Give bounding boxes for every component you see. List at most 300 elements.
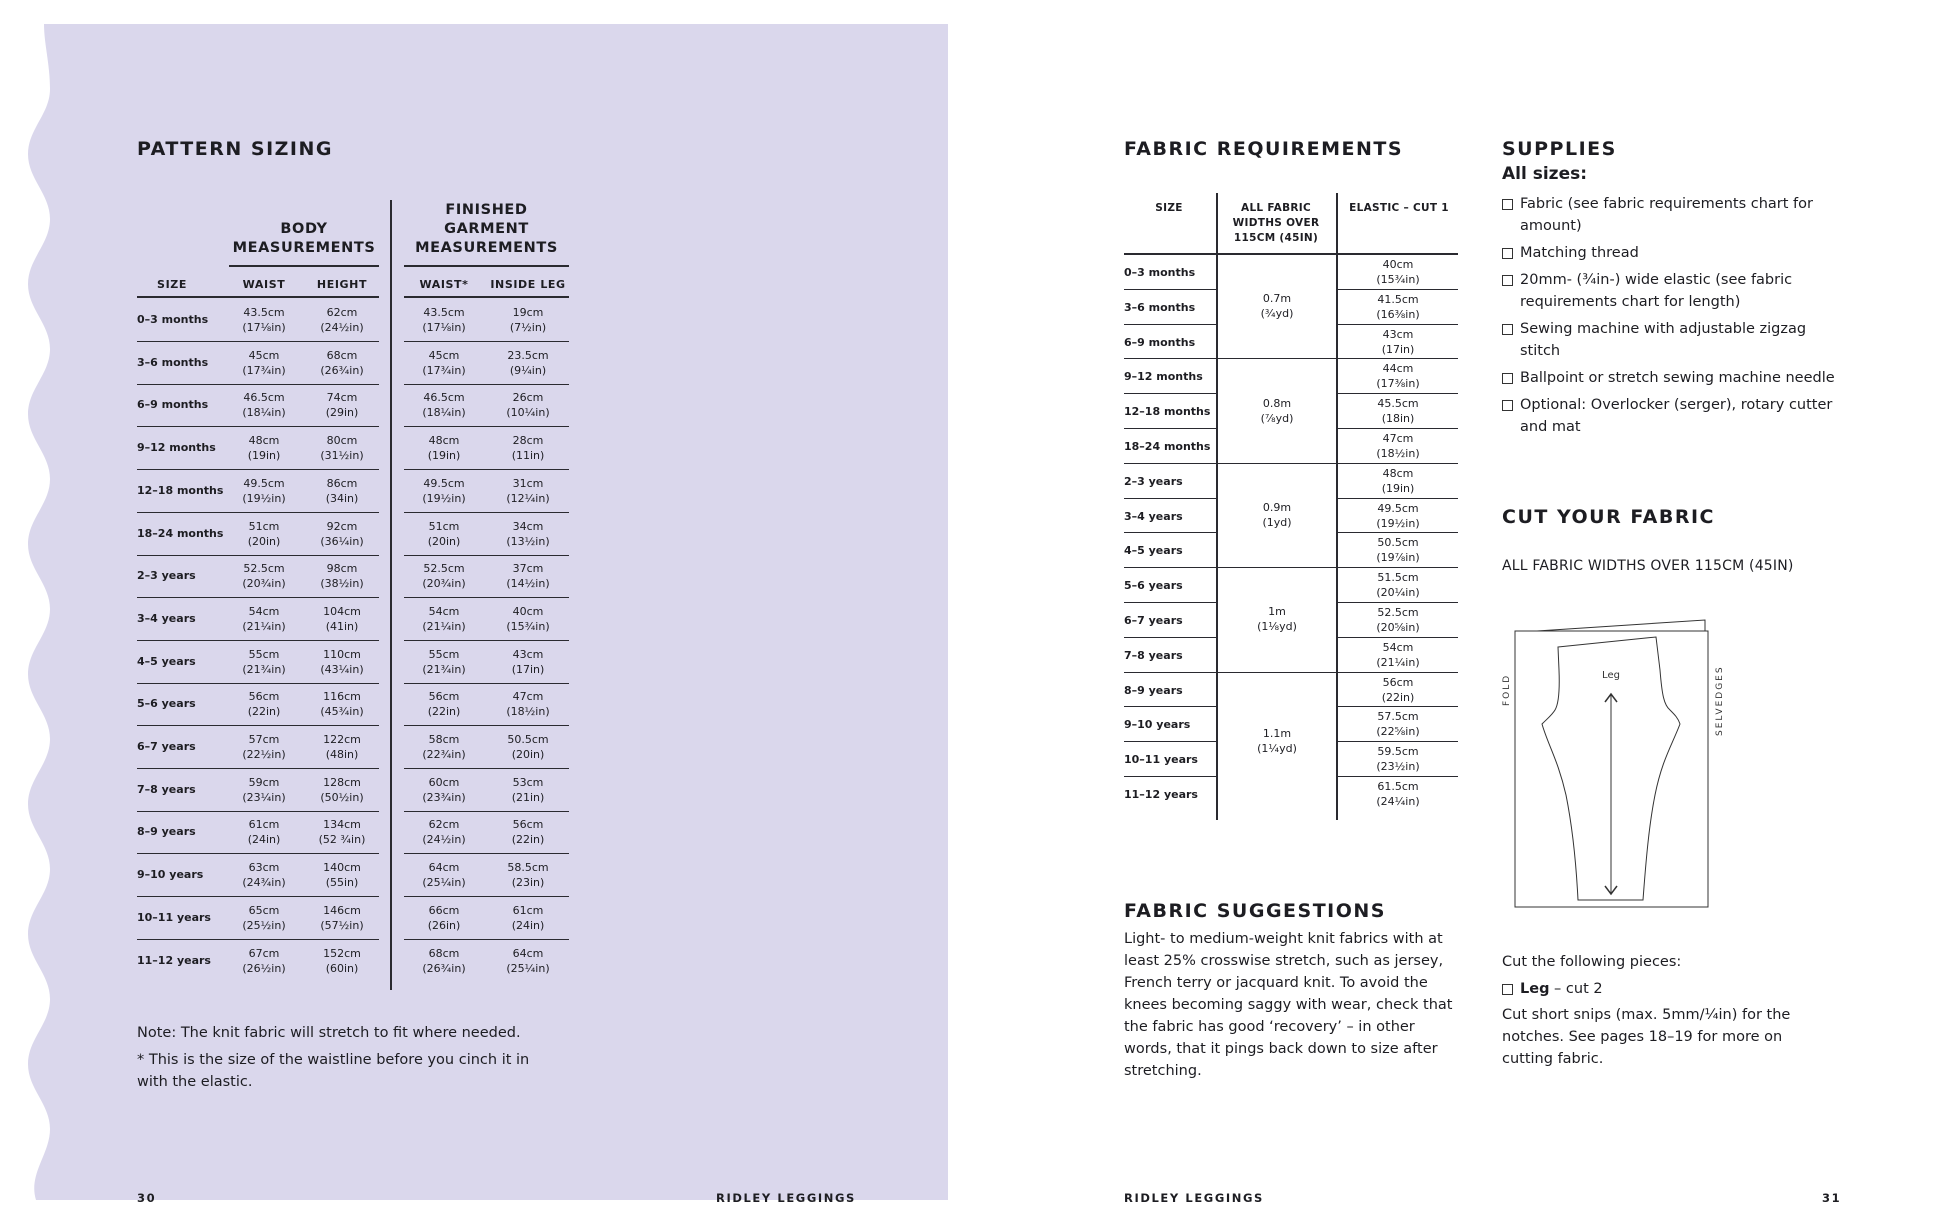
leg-in: (11in) (511, 449, 545, 463)
height-in: (55in) (325, 876, 359, 890)
elastic-cm: 45.5cm (1377, 397, 1419, 411)
fwaist-cm: 64cm (428, 861, 460, 875)
waist-in: (20in) (247, 534, 281, 548)
fr-elastic-cell (1338, 327, 1458, 357)
fwaist-cm: 60cm (428, 775, 460, 789)
leg-cm: 50.5cm (507, 733, 549, 746)
footnote-text: * This is the size of the waistline before you cinch it in with the elastic. (137, 1052, 530, 1090)
supply-item-label: Fabric (see fabric requirements chart for amount) (1520, 196, 1813, 234)
elastic-in: (17⅜in) (1376, 377, 1420, 391)
elastic-in: (17in) (1381, 342, 1415, 356)
leg-cm: 53cm (512, 775, 544, 789)
fr-table-row (1124, 464, 1458, 499)
height-in: (52 ¾in) (318, 833, 366, 847)
fr-table-row (1124, 673, 1458, 708)
leg-in: (20in) (511, 748, 545, 761)
height-cell (307, 732, 377, 762)
height-cm: 92cm (326, 519, 358, 533)
elastic-cm: 44cm (1382, 362, 1414, 376)
height-in: (29in) (325, 406, 359, 420)
height-cm: 98cm (326, 562, 358, 576)
piece-qty: – cut 2 (1549, 981, 1603, 997)
fwaist-cm: 66cm (428, 903, 460, 917)
height-cm: 116cm (323, 690, 361, 704)
elastic-in: (20⅝in) (1376, 621, 1420, 634)
table-row (137, 471, 577, 514)
supplies-list (1502, 193, 1842, 443)
fwaist-cm: 46.5cm (423, 391, 465, 405)
fr-table-row (1124, 359, 1458, 394)
fwaist-cm: 68cm (428, 946, 460, 960)
fwaist-cm: 48cm (428, 434, 460, 448)
fr-elastic-cell (1338, 431, 1458, 461)
fr-elastic-cell (1338, 396, 1458, 426)
table-row (137, 855, 577, 898)
height-cm: 122cm (323, 733, 361, 746)
leg-cell (487, 348, 569, 378)
waist-in: (21¼in) (242, 619, 286, 633)
height-cm: 80cm (326, 434, 358, 448)
leg-cell (487, 647, 569, 677)
height-in: (41in) (325, 619, 359, 633)
cut-intro: Cut the following pieces: (1502, 954, 1682, 970)
size-cell: 2–3 years (137, 569, 196, 583)
fr-size-cell: 18–24 months (1124, 440, 1211, 453)
page-number-right: 31 (1822, 1191, 1842, 1205)
size-cell: 0–3 months (137, 313, 209, 326)
fwaist-cell (404, 775, 484, 805)
fwaist-in: (22¾in) (422, 748, 466, 761)
supply-item (1502, 193, 1842, 237)
supply-item-label: Optional: Overlocker (serger), rotary cutter and mat (1520, 397, 1833, 435)
header-rule-right (404, 296, 569, 298)
waist-cm: 65cm (248, 903, 280, 917)
cutting-layout-diagram (1500, 610, 1760, 920)
fabric-m: 1.1m (1262, 727, 1292, 741)
height-in: (60in) (325, 961, 359, 975)
size-cell: 8–9 years (137, 825, 196, 839)
fr-table-row (1124, 533, 1458, 568)
table-row (137, 684, 577, 727)
height-in: (45¾in) (320, 705, 364, 719)
running-title-left: RIDLEY LEGGINGS (716, 1191, 856, 1205)
waist-in: (25½in) (242, 918, 286, 932)
fr-table-row (1124, 777, 1458, 812)
fwaist-cm: 55cm (428, 647, 460, 661)
leg-cm: 19cm (512, 306, 544, 319)
supply-item-label: Sewing machine with adjustable zigzag stitch (1520, 321, 1807, 359)
waist-in: (26½in) (242, 961, 286, 975)
fwaist-in: (26¾in) (422, 961, 466, 975)
fr-elastic-cell (1338, 292, 1458, 322)
fwaist-in: (18¼in) (422, 406, 466, 420)
waist-cm: 54cm (248, 604, 280, 618)
supplies-title: SUPPLIES (1502, 138, 1617, 160)
waist-cell (229, 732, 299, 762)
fwaist-in: (21¾in) (422, 662, 466, 676)
body-group-rule (229, 265, 379, 267)
fr-elastic-cell (1338, 744, 1458, 774)
diagram-fold-label: FOLD (1502, 673, 1512, 706)
fwaist-cm: 58cm (428, 733, 460, 746)
fwaist-in: (26in) (427, 918, 461, 932)
height-cell (307, 946, 377, 976)
fwaist-cell (404, 817, 484, 847)
leg-cell (487, 433, 569, 463)
waist-cm: 67cm (248, 946, 280, 960)
height-in: (34in) (325, 491, 359, 505)
fabric-m: 0.7m (1262, 292, 1292, 306)
fr-table-row (1124, 429, 1458, 464)
waist-in: (20¾in) (242, 577, 286, 591)
leg-cm: 58.5cm (507, 861, 549, 875)
fwaist-cm: 54cm (428, 604, 460, 618)
fabric-yd: (1yd) (1262, 516, 1292, 529)
fwaist-cell (404, 305, 484, 335)
page-number-left: 30 (137, 1191, 157, 1205)
size-cell: 6–9 months (137, 398, 209, 412)
waist-cell (229, 903, 299, 933)
fabric-amount-cell (1217, 726, 1337, 756)
col-waist: WAIST (242, 278, 286, 291)
elastic-in: (24¼in) (1376, 795, 1420, 808)
fabric-amount-cell (1217, 291, 1337, 321)
elastic-cm: 43cm (1382, 327, 1414, 341)
note-text: Note: The knit fabric will stretch to fit where needed. (137, 1025, 521, 1041)
fwaist-cell (404, 390, 484, 420)
waist-cm: 52.5cm (243, 562, 285, 576)
supply-item (1502, 269, 1842, 313)
cut-instructions: Cut short snips (max. 5mm/¼in) for the notches. See pages 18–19 for more on cutting fabric. (1502, 1007, 1791, 1067)
fr-size-cell: 9–12 months (1124, 370, 1203, 384)
elastic-cm: 50.5cm (1377, 536, 1419, 550)
waist-cell (229, 689, 299, 719)
fabric-m: 1m (1268, 605, 1286, 619)
leg-cm: 64cm (512, 946, 544, 960)
fwaist-cell (404, 519, 484, 549)
leg-in: (25¼in) (506, 961, 550, 975)
leg-cell (487, 390, 569, 420)
height-in: (36¼in) (320, 534, 364, 548)
height-cell (307, 903, 377, 933)
leg-in: (17in) (511, 662, 545, 676)
waist-cell (229, 604, 299, 634)
fwaist-cm: 52.5cm (423, 562, 465, 576)
supply-item (1502, 394, 1842, 438)
table-row (137, 599, 577, 642)
fabric-m: 0.9m (1262, 501, 1292, 514)
fr-table-row (1124, 325, 1458, 360)
fwaist-cm: 49.5cm (423, 476, 465, 490)
leg-cm: 31cm (512, 476, 544, 490)
waist-cm: 48cm (248, 434, 280, 448)
fr-size-cell: 9–10 years (1124, 718, 1191, 732)
fwaist-cm: 62cm (428, 818, 460, 832)
fr-elastic-cell (1338, 466, 1458, 496)
elastic-in: (18in) (1381, 412, 1415, 426)
height-cell (307, 433, 377, 463)
elastic-cm: 59.5cm (1377, 745, 1419, 759)
elastic-cm: 52.5cm (1377, 606, 1419, 619)
fr-size-cell: 7–8 years (1124, 648, 1183, 662)
fabric-m: 0.8m (1262, 396, 1292, 410)
waist-cm: 57cm (248, 733, 280, 746)
elastic-in: (23½in) (1376, 760, 1420, 774)
checkbox-icon[interactable] (1502, 199, 1513, 210)
leg-cell (487, 817, 569, 847)
leg-cell (487, 732, 569, 762)
height-in: (26¾in) (320, 363, 364, 377)
elastic-cm: 61.5cm (1377, 780, 1419, 793)
table-row (137, 556, 577, 599)
supply-item-label: Matching thread (1520, 245, 1639, 261)
leg-cell (487, 476, 569, 506)
fr-size-cell: 4–5 years (1124, 544, 1183, 558)
size-cell: 18–24 months (137, 526, 224, 540)
elastic-cm: 40cm (1382, 258, 1414, 271)
leg-cell (487, 860, 569, 890)
leg-cell (487, 775, 569, 805)
leg-in: (22in) (511, 833, 545, 847)
size-cell: 3–6 months (137, 355, 209, 369)
checkbox-icon[interactable] (1502, 373, 1513, 384)
waist-cell (229, 348, 299, 378)
table-row (137, 343, 577, 386)
size-cell: 10–11 years (137, 910, 211, 924)
checkbox-icon[interactable] (1502, 324, 1513, 335)
fwaist-cm: 56cm (428, 690, 460, 704)
fr-table-row (1124, 638, 1458, 673)
height-cm: 86cm (326, 476, 358, 490)
fwaist-cm: 51cm (428, 519, 460, 533)
fwaist-cell (404, 860, 484, 890)
diagram-leg-label: Leg (1602, 670, 1620, 681)
fr-elastic-cell (1338, 361, 1458, 391)
fwaist-cell (404, 348, 484, 378)
cut-piece-item (1502, 978, 1603, 1000)
elastic-in: (19in) (1381, 481, 1415, 495)
table-row (137, 428, 577, 471)
leg-cm: 43cm (512, 647, 544, 661)
height-cell (307, 305, 377, 335)
leg-in: (14½in) (506, 577, 550, 591)
elastic-cm: 54cm (1382, 640, 1414, 654)
height-cell (307, 390, 377, 420)
fr-col-size: SIZE (1155, 202, 1183, 214)
height-cell (307, 689, 377, 719)
fr-elastic-cell (1338, 501, 1458, 531)
waist-cm: 51cm (248, 519, 280, 533)
fr-size-cell: 10–11 years (1124, 753, 1198, 767)
size-cell: 6–7 years (137, 740, 196, 753)
height-cell (307, 775, 377, 805)
elastic-in: (20¼in) (1376, 586, 1420, 600)
waist-in: (17⅛in) (242, 321, 286, 334)
fr-elastic-cell (1338, 709, 1458, 739)
leg-in: (23in) (511, 876, 545, 890)
elastic-cm: 48cm (1382, 466, 1414, 480)
fr-elastic-cell (1338, 640, 1458, 670)
table-row (137, 727, 577, 770)
fabric-amount-cell (1217, 396, 1337, 426)
leg-in: (7½in) (509, 321, 547, 334)
fwaist-cm: 43.5cm (423, 306, 465, 319)
height-cell (307, 561, 377, 591)
waist-cell (229, 817, 299, 847)
fwaist-in: (25¼in) (422, 876, 466, 890)
fabric-amount-cell (1217, 500, 1337, 530)
fabric-yd: (1¼yd) (1257, 742, 1297, 756)
waist-cm: 49.5cm (243, 476, 285, 490)
supply-item-label: 20mm- (¾in-) wide elastic (see fabric requirements chart for length) (1520, 272, 1793, 310)
running-title-right: RIDLEY LEGGINGS (1124, 1191, 1264, 1205)
height-in: (50½in) (320, 790, 364, 804)
fr-elastic-cell (1338, 605, 1458, 635)
waist-cell (229, 946, 299, 976)
waist-cell (229, 476, 299, 506)
height-in: (38½in) (320, 577, 364, 591)
fr-elastic-cell (1338, 535, 1458, 565)
elastic-cm: 57.5cm (1377, 710, 1419, 724)
size-cell: 12–18 months (137, 483, 224, 497)
fr-size-cell: 6–9 months (1124, 335, 1196, 349)
fr-elastic-cell (1338, 675, 1458, 705)
fr-size-cell: 12–18 months (1124, 405, 1211, 419)
fr-table-row (1124, 568, 1458, 603)
fwaist-cm: 45cm (428, 348, 460, 362)
body-measurements-header: BODY MEASUREMENTS (232, 221, 376, 256)
fwaist-in: (24½in) (422, 833, 466, 847)
waist-in: (21¾in) (242, 662, 286, 676)
leg-cell (487, 689, 569, 719)
leg-cm: 47cm (512, 690, 544, 704)
height-cell (307, 860, 377, 890)
waist-cm: 59cm (248, 775, 280, 789)
table-row (137, 770, 577, 813)
header-rule-left (137, 296, 379, 298)
elastic-in: (19½in) (1376, 516, 1420, 530)
leg-cell (487, 946, 569, 976)
waist-cell (229, 647, 299, 677)
waist-in: (24in) (247, 833, 281, 847)
fwaist-in: (20¾in) (422, 577, 466, 591)
height-cm: 104cm (323, 604, 361, 618)
height-in: (43¼in) (320, 662, 364, 676)
fabric-yd: (1⅛yd) (1257, 620, 1297, 634)
checkbox-icon[interactable] (1502, 248, 1513, 259)
checkbox-icon[interactable] (1502, 400, 1513, 411)
height-cell (307, 604, 377, 634)
table-row (137, 898, 577, 941)
height-cm: 146cm (323, 903, 361, 917)
fwaist-in: (20in) (427, 534, 461, 548)
elastic-in: (21¼in) (1376, 655, 1420, 669)
fr-elastic-cell (1338, 779, 1458, 809)
leg-cm: 28cm (512, 434, 544, 448)
checkbox-icon[interactable] (1502, 275, 1513, 286)
fwaist-in: (23¾in) (422, 790, 466, 804)
height-in: (57½in) (320, 918, 364, 932)
elastic-cm: 49.5cm (1377, 501, 1419, 515)
fwaist-cell (404, 604, 484, 634)
leg-in: (15¾in) (506, 619, 550, 633)
leg-cm: 37cm (512, 562, 544, 576)
waist-cell (229, 305, 299, 335)
leg-cm: 34cm (512, 519, 544, 533)
waist-in: (23¼in) (242, 790, 286, 804)
elastic-in: (22in) (1381, 690, 1415, 704)
height-cm: 128cm (323, 775, 361, 789)
leg-in: (21in) (511, 790, 545, 804)
waist-cm: 46.5cm (243, 391, 285, 405)
height-cell (307, 647, 377, 677)
fr-col-elastic: ELASTIC – CUT 1 (1349, 202, 1449, 214)
size-cell: 7–8 years (137, 782, 196, 796)
leg-cm: 61cm (512, 903, 544, 917)
leg-cm: 56cm (512, 818, 544, 832)
height-cm: 110cm (323, 647, 361, 661)
checkbox-icon[interactable] (1502, 984, 1513, 995)
waist-in: (19½in) (242, 491, 286, 505)
cut-subtitle: ALL FABRIC WIDTHS OVER 115CM (45IN) (1502, 558, 1794, 574)
waist-cell (229, 390, 299, 420)
height-cell (307, 817, 377, 847)
leg-in: (12¼in) (506, 491, 550, 505)
fabric-suggestions-text: Light- to medium-weight knit fabrics with at least 25% crosswise stretch, such as jersey, French terry or jacquard knit. To avoid the knees becoming saggy with wear, check that the fabric has good ‘recovery’ – in other words, that it pings back down to size after stretching. (1124, 931, 1453, 1079)
fr-col-fabric: ALL FABRIC WIDTHS OVER 115CM (45IN) (1232, 202, 1320, 244)
waist-cm: 56cm (248, 690, 280, 704)
waist-cm: 61cm (248, 818, 280, 832)
fabric-amount-cell (1217, 604, 1337, 634)
waist-cell (229, 561, 299, 591)
leg-in: (10¼in) (506, 406, 550, 420)
leg-cell (487, 903, 569, 933)
leg-cell (487, 305, 569, 335)
height-cm: 62cm (326, 306, 358, 319)
supplies-subtitle: All sizes: (1502, 164, 1588, 184)
elastic-cm: 51.5cm (1377, 571, 1419, 585)
fr-table-row (1124, 255, 1458, 290)
leg-cm: 23.5cm (507, 348, 549, 362)
piece-name: Leg (1520, 981, 1550, 997)
fwaist-cell (404, 732, 484, 762)
height-in: (31½in) (320, 449, 364, 463)
leg-in: (24in) (511, 918, 545, 932)
elastic-in: (16⅜in) (1376, 307, 1420, 321)
leg-in: (13½in) (506, 534, 550, 548)
height-cm: 68cm (326, 348, 358, 362)
height-in: (24½in) (320, 321, 364, 334)
waist-in: (22in) (247, 705, 281, 719)
leg-in: (18½in) (506, 705, 550, 719)
fwaist-cell (404, 946, 484, 976)
waist-in: (17¾in) (242, 363, 286, 377)
fr-size-cell: 8–9 years (1124, 683, 1183, 697)
fwaist-in: (19½in) (422, 491, 466, 505)
fr-size-cell: 5–6 years (1124, 579, 1183, 593)
waist-in: (19in) (247, 449, 281, 463)
elastic-cm: 41.5cm (1377, 292, 1419, 306)
fr-size-cell: 3–6 months (1124, 300, 1196, 314)
col-inside-leg: INSIDE LEG (490, 278, 566, 291)
height-cm: 140cm (323, 861, 361, 875)
size-cell: 11–12 years (137, 953, 211, 967)
size-cell: 3–4 years (137, 611, 196, 625)
height-cm: 134cm (323, 818, 361, 832)
table-row (137, 514, 577, 557)
fwaist-in: (19in) (427, 449, 461, 463)
table-row (137, 941, 577, 984)
